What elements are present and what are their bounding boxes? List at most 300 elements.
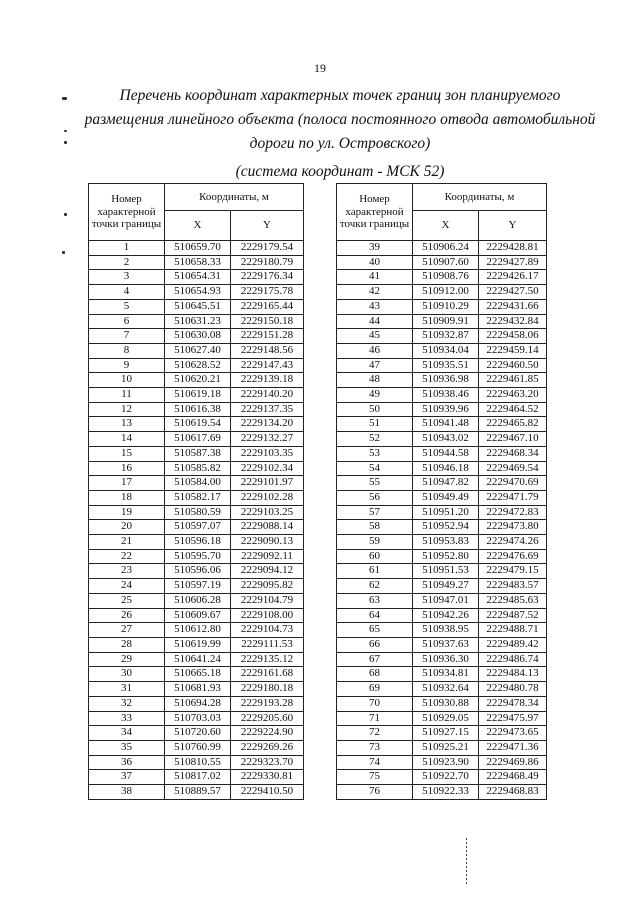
point-number-cell: 30 — [89, 667, 165, 682]
table-row — [89, 358, 304, 373]
y-coordinate-cell: 2229468.34 — [479, 446, 547, 461]
y-coordinate-cell: 2229150.18 — [231, 314, 304, 329]
y-coordinate-cell: 2229460.50 — [479, 358, 547, 373]
table-row — [337, 608, 547, 623]
point-number-cell: 51 — [337, 417, 413, 432]
table-row — [337, 564, 547, 579]
point-number-cell: 44 — [337, 314, 413, 329]
point-number-cell: 11 — [89, 388, 165, 403]
x-coordinate-cell: 510817.02 — [165, 770, 231, 785]
table-row — [89, 417, 304, 432]
x-coordinate-cell: 510596.06 — [165, 564, 231, 579]
y-coordinate-cell: 2229092.11 — [231, 549, 304, 564]
point-number-cell: 61 — [337, 564, 413, 579]
point-number-cell: 71 — [337, 711, 413, 726]
x-coordinate-cell: 510681.93 — [165, 682, 231, 697]
y-coordinate-cell: 2229473.65 — [479, 726, 547, 741]
point-number-cell: 16 — [89, 461, 165, 476]
table-row — [337, 432, 547, 447]
table-row — [337, 417, 547, 432]
title-line-2: размещения линейного объекта (полоса постоянного отвода автомобильной — [84, 111, 596, 128]
scan-artifact — [466, 838, 467, 886]
table-row — [337, 549, 547, 564]
x-coordinate-cell: 510947.82 — [413, 476, 479, 491]
table-row — [89, 549, 304, 564]
x-coordinate-cell: 510612.80 — [165, 623, 231, 638]
y-coordinate-cell: 2229140.20 — [231, 388, 304, 403]
x-coordinate-cell: 510580.59 — [165, 505, 231, 520]
x-coordinate-cell: 510908.76 — [413, 270, 479, 285]
y-coordinate-cell: 2229111.53 — [231, 637, 304, 652]
x-coordinate-cell: 510934.04 — [413, 343, 479, 358]
point-number-cell: 17 — [89, 476, 165, 491]
y-coordinate-cell: 2229175.78 — [231, 285, 304, 300]
point-number-cell: 55 — [337, 476, 413, 491]
table-row — [89, 314, 304, 329]
point-number-cell: 27 — [89, 623, 165, 638]
x-coordinate-cell: 510584.00 — [165, 476, 231, 491]
y-coordinate-cell: 2229205.60 — [231, 711, 304, 726]
x-coordinate-cell: 510938.95 — [413, 623, 479, 638]
x-coordinate-cell: 510631.23 — [165, 314, 231, 329]
x-coordinate-cell: 510937.63 — [413, 637, 479, 652]
x-coordinate-cell: 510630.08 — [165, 329, 231, 344]
x-coordinate-cell: 510703.03 — [165, 711, 231, 726]
table-row — [89, 343, 304, 358]
y-coordinate-cell: 2229468.83 — [479, 785, 547, 800]
point-number-cell: 62 — [337, 579, 413, 594]
y-coordinate-cell: 2229471.36 — [479, 740, 547, 755]
x-coordinate-cell: 510941.48 — [413, 417, 479, 432]
y-coordinate-cell: 2229469.86 — [479, 755, 547, 770]
point-number-cell: 3 — [89, 270, 165, 285]
table-row — [89, 285, 304, 300]
y-coordinate-cell: 2229165.44 — [231, 299, 304, 314]
table-row — [337, 490, 547, 505]
point-number-cell: 21 — [89, 535, 165, 550]
point-number-cell: 46 — [337, 343, 413, 358]
y-coordinate-cell: 2229469.54 — [479, 461, 547, 476]
point-number-cell: 54 — [337, 461, 413, 476]
y-coordinate-cell: 2229432.84 — [479, 314, 547, 329]
point-number-cell: 1 — [89, 241, 165, 256]
scan-speck — [62, 251, 65, 254]
table-row — [89, 682, 304, 697]
table-row — [337, 535, 547, 550]
table-row — [89, 446, 304, 461]
table-row — [89, 241, 304, 256]
table-row — [89, 402, 304, 417]
x-coordinate-cell: 510951.20 — [413, 505, 479, 520]
point-number-cell: 35 — [89, 740, 165, 755]
point-number-cell: 18 — [89, 490, 165, 505]
table-row — [337, 755, 547, 770]
point-number-cell: 67 — [337, 652, 413, 667]
point-number-cell: 59 — [337, 535, 413, 550]
table-row — [337, 667, 547, 682]
y-coordinate-cell: 2229467.10 — [479, 432, 547, 447]
point-number-cell: 29 — [89, 652, 165, 667]
point-number-cell: 63 — [337, 593, 413, 608]
header-coordinates: Координаты, м — [165, 184, 304, 211]
point-number-cell: 36 — [89, 755, 165, 770]
x-coordinate-cell: 510906.24 — [413, 241, 479, 256]
x-coordinate-cell: 510929.05 — [413, 711, 479, 726]
x-coordinate-cell: 510938.46 — [413, 388, 479, 403]
y-coordinate-cell: 2229485.63 — [479, 593, 547, 608]
x-coordinate-cell: 510953.83 — [413, 535, 479, 550]
y-coordinate-cell: 2229458.06 — [479, 329, 547, 344]
x-coordinate-cell: 510654.31 — [165, 270, 231, 285]
y-coordinate-cell: 2229489.42 — [479, 637, 547, 652]
table-row — [337, 461, 547, 476]
scan-speck — [62, 97, 67, 100]
point-number-cell: 66 — [337, 637, 413, 652]
y-coordinate-cell: 2229427.89 — [479, 255, 547, 270]
point-number-cell: 33 — [89, 711, 165, 726]
table-row — [89, 373, 304, 388]
table-row — [337, 314, 547, 329]
point-number-cell: 70 — [337, 696, 413, 711]
y-coordinate-cell: 2229464.52 — [479, 402, 547, 417]
point-number-cell: 53 — [337, 446, 413, 461]
x-coordinate-cell: 510939.96 — [413, 402, 479, 417]
x-coordinate-cell: 510617.69 — [165, 432, 231, 447]
point-number-cell: 58 — [337, 520, 413, 535]
y-coordinate-cell: 2229161.68 — [231, 667, 304, 682]
x-coordinate-cell: 510760.99 — [165, 740, 231, 755]
table-row — [337, 446, 547, 461]
table-row — [89, 490, 304, 505]
y-coordinate-cell: 2229094.12 — [231, 564, 304, 579]
y-coordinate-cell: 2229480.78 — [479, 682, 547, 697]
point-number-cell: 32 — [89, 696, 165, 711]
scan-speck — [64, 130, 67, 132]
x-coordinate-cell: 510609.67 — [165, 608, 231, 623]
x-coordinate-cell: 510585.82 — [165, 461, 231, 476]
table-row — [337, 740, 547, 755]
x-coordinate-cell: 510665.18 — [165, 667, 231, 682]
y-coordinate-cell: 2229476.69 — [479, 549, 547, 564]
table-row — [89, 270, 304, 285]
y-coordinate-cell: 2229470.69 — [479, 476, 547, 491]
table-row — [89, 432, 304, 447]
y-coordinate-cell: 2229410.50 — [231, 785, 304, 800]
table-row — [89, 255, 304, 270]
table-row — [337, 299, 547, 314]
table-row — [337, 255, 547, 270]
point-number-cell: 4 — [89, 285, 165, 300]
table-row — [337, 476, 547, 491]
point-number-cell: 60 — [337, 549, 413, 564]
table-right-body — [337, 241, 547, 800]
y-coordinate-cell: 2229431.66 — [479, 299, 547, 314]
y-coordinate-cell: 2229102.28 — [231, 490, 304, 505]
table-row — [89, 535, 304, 550]
table-row — [89, 726, 304, 741]
table-row — [337, 402, 547, 417]
y-coordinate-cell: 2229180.18 — [231, 682, 304, 697]
y-coordinate-cell: 2229135.12 — [231, 652, 304, 667]
header-point-number: Номер характерной точки границы — [337, 184, 413, 241]
x-coordinate-cell: 510947.01 — [413, 593, 479, 608]
y-coordinate-cell: 2229132.27 — [231, 432, 304, 447]
x-coordinate-cell: 510628.52 — [165, 358, 231, 373]
table-row — [89, 388, 304, 403]
table-row — [89, 637, 304, 652]
point-number-cell: 39 — [337, 241, 413, 256]
x-coordinate-cell: 510597.19 — [165, 579, 231, 594]
table-row — [337, 373, 547, 388]
point-number-cell: 41 — [337, 270, 413, 285]
y-coordinate-cell: 2229461.85 — [479, 373, 547, 388]
y-coordinate-cell: 2229103.25 — [231, 505, 304, 520]
point-number-cell: 20 — [89, 520, 165, 535]
header-y: Y — [231, 211, 304, 241]
x-coordinate-cell: 510587.38 — [165, 446, 231, 461]
y-coordinate-cell: 2229478.34 — [479, 696, 547, 711]
y-coordinate-cell: 2229475.97 — [479, 711, 547, 726]
table-row — [337, 696, 547, 711]
y-coordinate-cell: 2229483.57 — [479, 579, 547, 594]
x-coordinate-cell: 510952.80 — [413, 549, 479, 564]
point-number-cell: 50 — [337, 402, 413, 417]
point-number-cell: 38 — [89, 785, 165, 800]
point-number-cell: 75 — [337, 770, 413, 785]
header-coordinates: Координаты, м — [413, 184, 547, 211]
x-coordinate-cell: 510616.38 — [165, 402, 231, 417]
table-row — [337, 329, 547, 344]
table-row — [337, 579, 547, 594]
table-row — [89, 667, 304, 682]
point-number-cell: 37 — [89, 770, 165, 785]
header-x: X — [413, 211, 479, 241]
point-number-cell: 65 — [337, 623, 413, 638]
y-coordinate-cell: 2229468.49 — [479, 770, 547, 785]
point-number-cell: 12 — [89, 402, 165, 417]
x-coordinate-cell: 510619.18 — [165, 388, 231, 403]
y-coordinate-cell: 2229151.28 — [231, 329, 304, 344]
y-coordinate-cell: 2229484.13 — [479, 667, 547, 682]
point-number-cell: 31 — [89, 682, 165, 697]
x-coordinate-cell: 510619.54 — [165, 417, 231, 432]
table-row — [89, 652, 304, 667]
y-coordinate-cell: 2229471.79 — [479, 490, 547, 505]
table-row — [89, 785, 304, 800]
x-coordinate-cell: 510595.70 — [165, 549, 231, 564]
coordinates-table-left — [88, 183, 304, 800]
table-row — [89, 461, 304, 476]
point-number-cell: 43 — [337, 299, 413, 314]
point-number-cell: 25 — [89, 593, 165, 608]
y-coordinate-cell: 2229134.20 — [231, 417, 304, 432]
point-number-cell: 64 — [337, 608, 413, 623]
document-title — [80, 84, 600, 184]
x-coordinate-cell: 510927.15 — [413, 726, 479, 741]
x-coordinate-cell: 510620.21 — [165, 373, 231, 388]
table-row — [89, 505, 304, 520]
y-coordinate-cell: 2229104.79 — [231, 593, 304, 608]
y-coordinate-cell: 2229147.43 — [231, 358, 304, 373]
y-coordinate-cell: 2229102.34 — [231, 461, 304, 476]
table-row — [89, 770, 304, 785]
y-coordinate-cell: 2229193.28 — [231, 696, 304, 711]
y-coordinate-cell: 2229139.18 — [231, 373, 304, 388]
x-coordinate-cell: 510889.57 — [165, 785, 231, 800]
x-coordinate-cell: 510645.51 — [165, 299, 231, 314]
x-coordinate-cell: 510641.24 — [165, 652, 231, 667]
y-coordinate-cell: 2229479.15 — [479, 564, 547, 579]
table-row — [337, 505, 547, 520]
table-row — [337, 682, 547, 697]
y-coordinate-cell: 2229474.26 — [479, 535, 547, 550]
point-number-cell: 57 — [337, 505, 413, 520]
point-number-cell: 28 — [89, 637, 165, 652]
y-coordinate-cell: 2229176.34 — [231, 270, 304, 285]
x-coordinate-cell: 510606.28 — [165, 593, 231, 608]
table-row — [337, 623, 547, 638]
x-coordinate-cell: 510582.17 — [165, 490, 231, 505]
scan-speck — [64, 213, 67, 216]
y-coordinate-cell: 2229323.70 — [231, 755, 304, 770]
table-row — [337, 270, 547, 285]
x-coordinate-cell: 510932.87 — [413, 329, 479, 344]
y-coordinate-cell: 2229103.35 — [231, 446, 304, 461]
header-y: Y — [479, 211, 547, 241]
y-coordinate-cell: 2229148.56 — [231, 343, 304, 358]
point-number-cell: 23 — [89, 564, 165, 579]
table-row — [89, 299, 304, 314]
table-row — [337, 652, 547, 667]
point-number-cell: 6 — [89, 314, 165, 329]
y-coordinate-cell: 2229180.79 — [231, 255, 304, 270]
point-number-cell: 45 — [337, 329, 413, 344]
y-coordinate-cell: 2229108.00 — [231, 608, 304, 623]
x-coordinate-cell: 510936.98 — [413, 373, 479, 388]
y-coordinate-cell: 2229428.81 — [479, 241, 547, 256]
table-row — [337, 520, 547, 535]
x-coordinate-cell: 510930.88 — [413, 696, 479, 711]
x-coordinate-cell: 510659.70 — [165, 241, 231, 256]
y-coordinate-cell: 2229473.80 — [479, 520, 547, 535]
y-coordinate-cell: 2229487.52 — [479, 608, 547, 623]
point-number-cell: 13 — [89, 417, 165, 432]
table-row — [337, 785, 547, 800]
x-coordinate-cell: 510951.53 — [413, 564, 479, 579]
y-coordinate-cell: 2229269.26 — [231, 740, 304, 755]
point-number-cell: 2 — [89, 255, 165, 270]
table-row — [89, 696, 304, 711]
table-row — [337, 593, 547, 608]
y-coordinate-cell: 2229224.90 — [231, 726, 304, 741]
x-coordinate-cell: 510912.00 — [413, 285, 479, 300]
table-row — [89, 476, 304, 491]
y-coordinate-cell: 2229104.73 — [231, 623, 304, 638]
y-coordinate-cell: 2229459.14 — [479, 343, 547, 358]
x-coordinate-cell: 510944.58 — [413, 446, 479, 461]
table-row — [89, 711, 304, 726]
x-coordinate-cell: 510942.26 — [413, 608, 479, 623]
y-coordinate-cell: 2229330.81 — [231, 770, 304, 785]
point-number-cell: 40 — [337, 255, 413, 270]
point-number-cell: 5 — [89, 299, 165, 314]
table-row — [337, 388, 547, 403]
point-number-cell: 19 — [89, 505, 165, 520]
table-row — [337, 637, 547, 652]
x-coordinate-cell: 510627.40 — [165, 343, 231, 358]
point-number-cell: 73 — [337, 740, 413, 755]
x-coordinate-cell: 510949.27 — [413, 579, 479, 594]
x-coordinate-cell: 510932.64 — [413, 682, 479, 697]
x-coordinate-cell: 510619.99 — [165, 637, 231, 652]
point-number-cell: 42 — [337, 285, 413, 300]
point-number-cell: 10 — [89, 373, 165, 388]
x-coordinate-cell: 510909.91 — [413, 314, 479, 329]
x-coordinate-cell: 510946.18 — [413, 461, 479, 476]
point-number-cell: 14 — [89, 432, 165, 447]
x-coordinate-cell: 510922.33 — [413, 785, 479, 800]
table-row — [89, 740, 304, 755]
point-number-cell: 74 — [337, 755, 413, 770]
header-point-number: Номер характерной точки границы — [89, 184, 165, 241]
x-coordinate-cell: 510936.30 — [413, 652, 479, 667]
point-number-cell: 7 — [89, 329, 165, 344]
x-coordinate-cell: 510935.51 — [413, 358, 479, 373]
point-number-cell: 68 — [337, 667, 413, 682]
y-coordinate-cell: 2229090.13 — [231, 535, 304, 550]
y-coordinate-cell: 2229465.82 — [479, 417, 547, 432]
x-coordinate-cell: 510694.28 — [165, 696, 231, 711]
point-number-cell: 9 — [89, 358, 165, 373]
y-coordinate-cell: 2229486.74 — [479, 652, 547, 667]
table-row — [337, 358, 547, 373]
table-row — [89, 329, 304, 344]
x-coordinate-cell: 510952.94 — [413, 520, 479, 535]
table-row — [89, 564, 304, 579]
x-coordinate-cell: 510596.18 — [165, 535, 231, 550]
table-row — [89, 623, 304, 638]
point-number-cell: 72 — [337, 726, 413, 741]
table-row — [89, 755, 304, 770]
table-row — [89, 593, 304, 608]
y-coordinate-cell: 2229463.20 — [479, 388, 547, 403]
x-coordinate-cell: 510949.49 — [413, 490, 479, 505]
y-coordinate-cell: 2229137.35 — [231, 402, 304, 417]
y-coordinate-cell: 2229472.83 — [479, 505, 547, 520]
table-left-body — [89, 241, 304, 800]
x-coordinate-cell: 510597.07 — [165, 520, 231, 535]
x-coordinate-cell: 510720.60 — [165, 726, 231, 741]
page-number: 19 — [314, 61, 326, 75]
point-number-cell: 52 — [337, 432, 413, 447]
point-number-cell: 26 — [89, 608, 165, 623]
point-number-cell: 8 — [89, 343, 165, 358]
point-number-cell: 34 — [89, 726, 165, 741]
table-row — [337, 770, 547, 785]
table-row — [89, 520, 304, 535]
table-row — [89, 579, 304, 594]
x-coordinate-cell: 510943.02 — [413, 432, 479, 447]
y-coordinate-cell: 2229101.97 — [231, 476, 304, 491]
x-coordinate-cell: 510910.29 — [413, 299, 479, 314]
scan-speck — [64, 141, 67, 144]
y-coordinate-cell: 2229088.14 — [231, 520, 304, 535]
point-number-cell: 22 — [89, 549, 165, 564]
x-coordinate-cell: 510810.55 — [165, 755, 231, 770]
y-coordinate-cell: 2229488.71 — [479, 623, 547, 638]
x-coordinate-cell: 510923.90 — [413, 755, 479, 770]
x-coordinate-cell: 510907.60 — [413, 255, 479, 270]
